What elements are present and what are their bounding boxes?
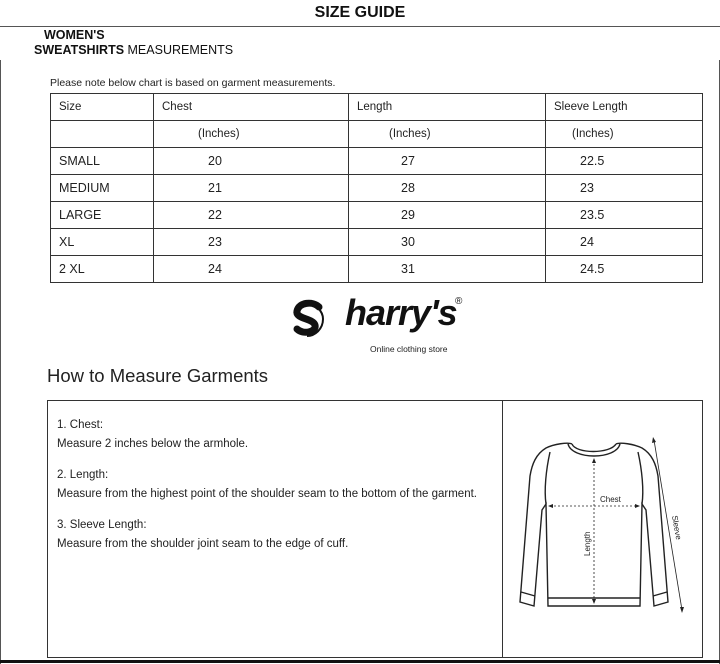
category-bold: SWEATSHIRTS: [34, 43, 125, 57]
chart-note: Please note below chart is based on garment measurements.: [50, 77, 336, 89]
category-heading-line2: [34, 43, 233, 57]
header-sleeve: Sleeve Length: [546, 94, 703, 121]
title-divider: [0, 26, 720, 27]
bottom-divider: [0, 660, 720, 663]
logo-tagline: Online clothing store: [370, 344, 448, 354]
header-chest: Chest: [154, 94, 349, 121]
size-table: [50, 93, 703, 283]
registered-mark: ®: [455, 296, 463, 307]
length-arrow-bottom-head: [592, 599, 596, 604]
step-chest-text: Measure 2 inches below the armhole.: [57, 438, 249, 450]
step-chest-label: 1. Chest:: [57, 419, 104, 431]
size-cell: 2 XL: [51, 256, 154, 283]
unit-length: (Inches): [349, 121, 546, 148]
sleeve-cell: 23: [546, 175, 703, 202]
unit-chest: (Inches): [154, 121, 349, 148]
chest-arrow-right-head: [635, 504, 640, 508]
step-sleeve-label: 3. Sleeve Length:: [57, 519, 147, 531]
step-length-label: 2. Length:: [57, 469, 109, 481]
sweatshirt-diagram: [510, 430, 700, 630]
table-row: [51, 256, 703, 283]
size-cell: XL: [51, 229, 154, 256]
chest-cell: 24: [154, 256, 349, 283]
unit-sleeve: (Inches): [546, 121, 703, 148]
length-arrow-top-head: [592, 458, 596, 463]
table-units-row: [51, 121, 703, 148]
chest-label: Chest: [600, 495, 621, 504]
table-row: [51, 202, 703, 229]
sleeve-arrow-top-head: [652, 437, 656, 443]
table-row: [51, 229, 703, 256]
sleeve-label: Sleeve: [670, 514, 684, 541]
logo-wordmark: [322, 292, 457, 334]
step-length-text: Measure from the highest point of the shoulder seam to the bottom of the garment.: [57, 488, 477, 500]
header-length: Length: [349, 94, 546, 121]
unit-size: [51, 121, 154, 148]
page-title: SIZE GUIDE: [314, 4, 406, 21]
header-size: Size: [51, 94, 154, 121]
length-label: Length: [583, 531, 592, 556]
logo-name: harry's: [345, 292, 457, 333]
length-cell: 27: [349, 148, 546, 175]
size-cell: MEDIUM: [51, 175, 154, 202]
section-title: How to Measure Garments: [47, 365, 269, 386]
length-cell: 30: [349, 229, 546, 256]
left-border: [0, 60, 1, 664]
size-cell: SMALL: [51, 148, 154, 175]
sleeve-cell: 22.5: [546, 148, 703, 175]
table-header-row: [51, 94, 703, 121]
length-cell: 29: [349, 202, 546, 229]
chest-cell: 22: [154, 202, 349, 229]
sleeve-cell: 24: [546, 229, 703, 256]
sleeve-cell: 23.5: [546, 202, 703, 229]
measure-divider: [502, 400, 503, 658]
size-cell: LARGE: [51, 202, 154, 229]
table-row: [51, 148, 703, 175]
chest-cell: 23: [154, 229, 349, 256]
category-heading-line1: WOMEN'S: [44, 28, 105, 42]
category-rest: MEASUREMENTS: [124, 43, 234, 57]
sleeve-arrow-bottom-head: [680, 607, 684, 613]
chest-cell: 20: [154, 148, 349, 175]
chest-arrow-left-head: [548, 504, 553, 508]
length-cell: 28: [349, 175, 546, 202]
length-cell: 31: [349, 256, 546, 283]
chest-cell: 21: [154, 175, 349, 202]
step-sleeve-text: Measure from the shoulder joint seam to the edge of cuff.: [57, 538, 349, 550]
sleeve-cell: 24.5: [546, 256, 703, 283]
table-row: [51, 175, 703, 202]
